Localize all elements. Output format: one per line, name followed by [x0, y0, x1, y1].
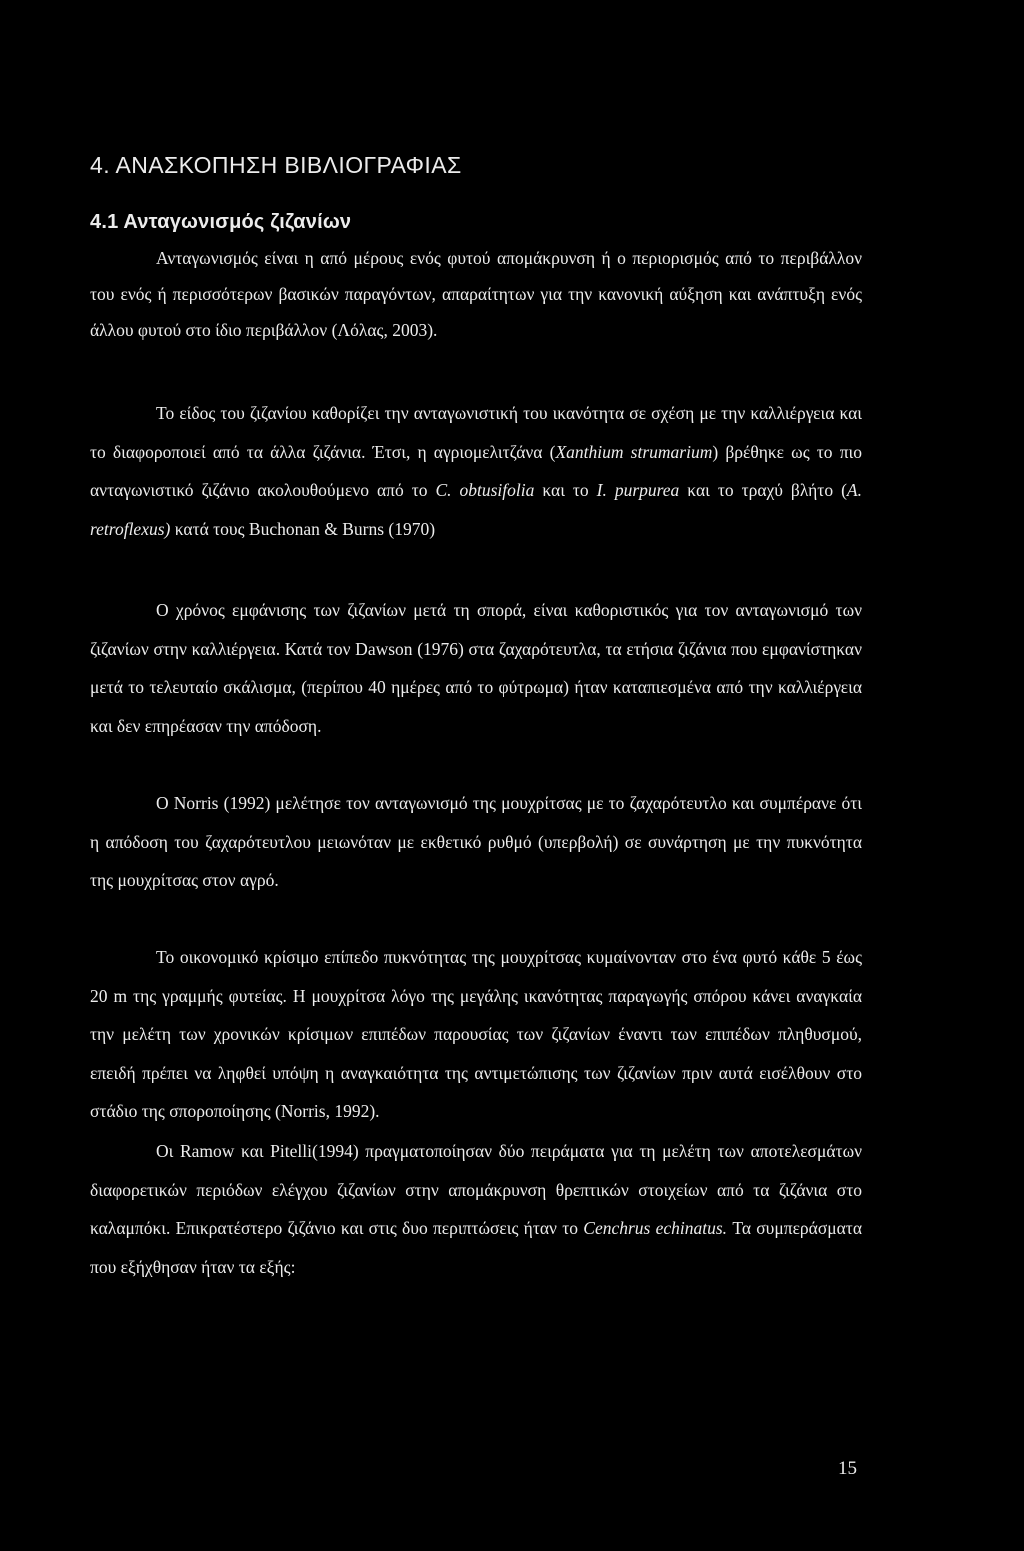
paragraph-emergence-time: Ο χρόνος εμφάνισης των ζιζανίων μετά τη σπορά, είναι καθοριστικός για τον ανταγωνισμό των ζιζανίων στην καλλιέργεια. Κατά τον Dawson (1976) στα ζαχαρότευτλα, τα ετήσια ζιζάνια που εμφανίστηκαν μετά το τελευταίο σκάλισμα, (περίπου 40 ημέρες από το φύτρωμα) ήταν καταπιεσμένα από την καλλιέργεια και δεν επηρέασαν την απόδοση. [90, 600, 862, 736]
text-run: κατά τους Buchonan & Burns (1970) [170, 518, 436, 539]
text-run: ) βρέθηκε ως το πιο ανταγωνιστικό ζιζάνιο ακολουθούμενο από το [90, 441, 863, 500]
chapter-title: 4. ΑΝΑΣΚΟΠΗΣΗ ΒΙΒΛΙΟΓΡΑΦΙΑΣ [90, 152, 462, 178]
paragraph-ramow-pitelli [90, 1132, 862, 1286]
paragraph-critical-density: Το οικονομικό κρίσιμο επίπεδο πυκνότητας της μουχρίτσας κυμαίνονταν στο ένα φυτό κάθε 5 έως 20 m της γραμμής φυτείας. Η μουχρίτσα λόγο της μεγάλης ικανότητας παραγωγής σπόρου κάνει αναγκαία την μελέτη των χρονικών κρίσιμων επιπέδων παρουσίας των ζιζανίων έναντι των επιπέδων πληθυσμού, επειδή πρέπει να ληφθεί υπόψη η αναγκαιότητα της αντιμετώπισης των ζιζανίων πριν αυτά εισέλθουν στο στάδιο της σποροποίησης (Norris, 1992). [90, 947, 862, 1121]
text-run: Το είδος του ζιζανίου καθορίζει την ανταγωνιστική του ικανότητα σε σχέση με την καλλιέργεια και το διαφοροποιεί από τα άλλα ζιζάνια. Έτσι, η αγριομελιτζάνα ( [90, 403, 862, 462]
text-run: και το τραχύ βλήτο ( [679, 480, 847, 500]
paragraph-definition: Ανταγωνισμός είναι η από μέρους ενός φυτού απομάκρυνση ή ο περιορισμός από το περιβάλλον του ενός ή περισσότερων βασικών παραγόντων, απαραίτητων για την κανονική αύξηση και ανάπτυξη ενός άλλου φυτού στο ίδιο περιβάλλον (Λόλας, 2003). [90, 248, 862, 340]
species-name: A. retroflexus) [90, 480, 862, 539]
text-run: Τα συμπεράσματα που εξήχθησαν ήταν τα εξής: [90, 1218, 863, 1277]
species-name: Cenchrus echinatus. [583, 1218, 728, 1238]
paragraph-norris: Ο Norris (1992) μελέτησε τον ανταγωνισμό της μουχρίτσας με το ζαχαρότευτλο και συμπέρανε ότι η απόδοση του ζαχαρότευτλου μειωνόταν με εκθετικό ρυθμό (υπερβολή) σε συνάρτηση με την πυκνότητα της μουχρίτσας στον αγρό. [90, 793, 862, 890]
paragraph-weed-species [90, 394, 862, 548]
section-title: 4.1 Ανταγωνισμός ζιζανίων [90, 211, 352, 233]
text-run: Οι Ramow και Pitelli(1994) πραγματοποίησαν δύο πειράματα για τη μελέτη των αποτελεσμάτων διαφορετικών περιόδων ελέγχου ζιζανίων στην απομάκρυνση θρεπτικών στοιχείων από τα ζιζάνια στο καλαμπόκι. Επικρατέστερο ζιζάνιο και στις δυο περιπτώσεις ήταν το [90, 1141, 862, 1238]
page-number: 15 [838, 1458, 857, 1479]
species-name: I. purpurea [596, 480, 680, 500]
species-name: Xanthium strumarium [555, 441, 713, 462]
text-run: και το [534, 480, 597, 500]
species-name: C. obtusifolia [435, 480, 535, 500]
